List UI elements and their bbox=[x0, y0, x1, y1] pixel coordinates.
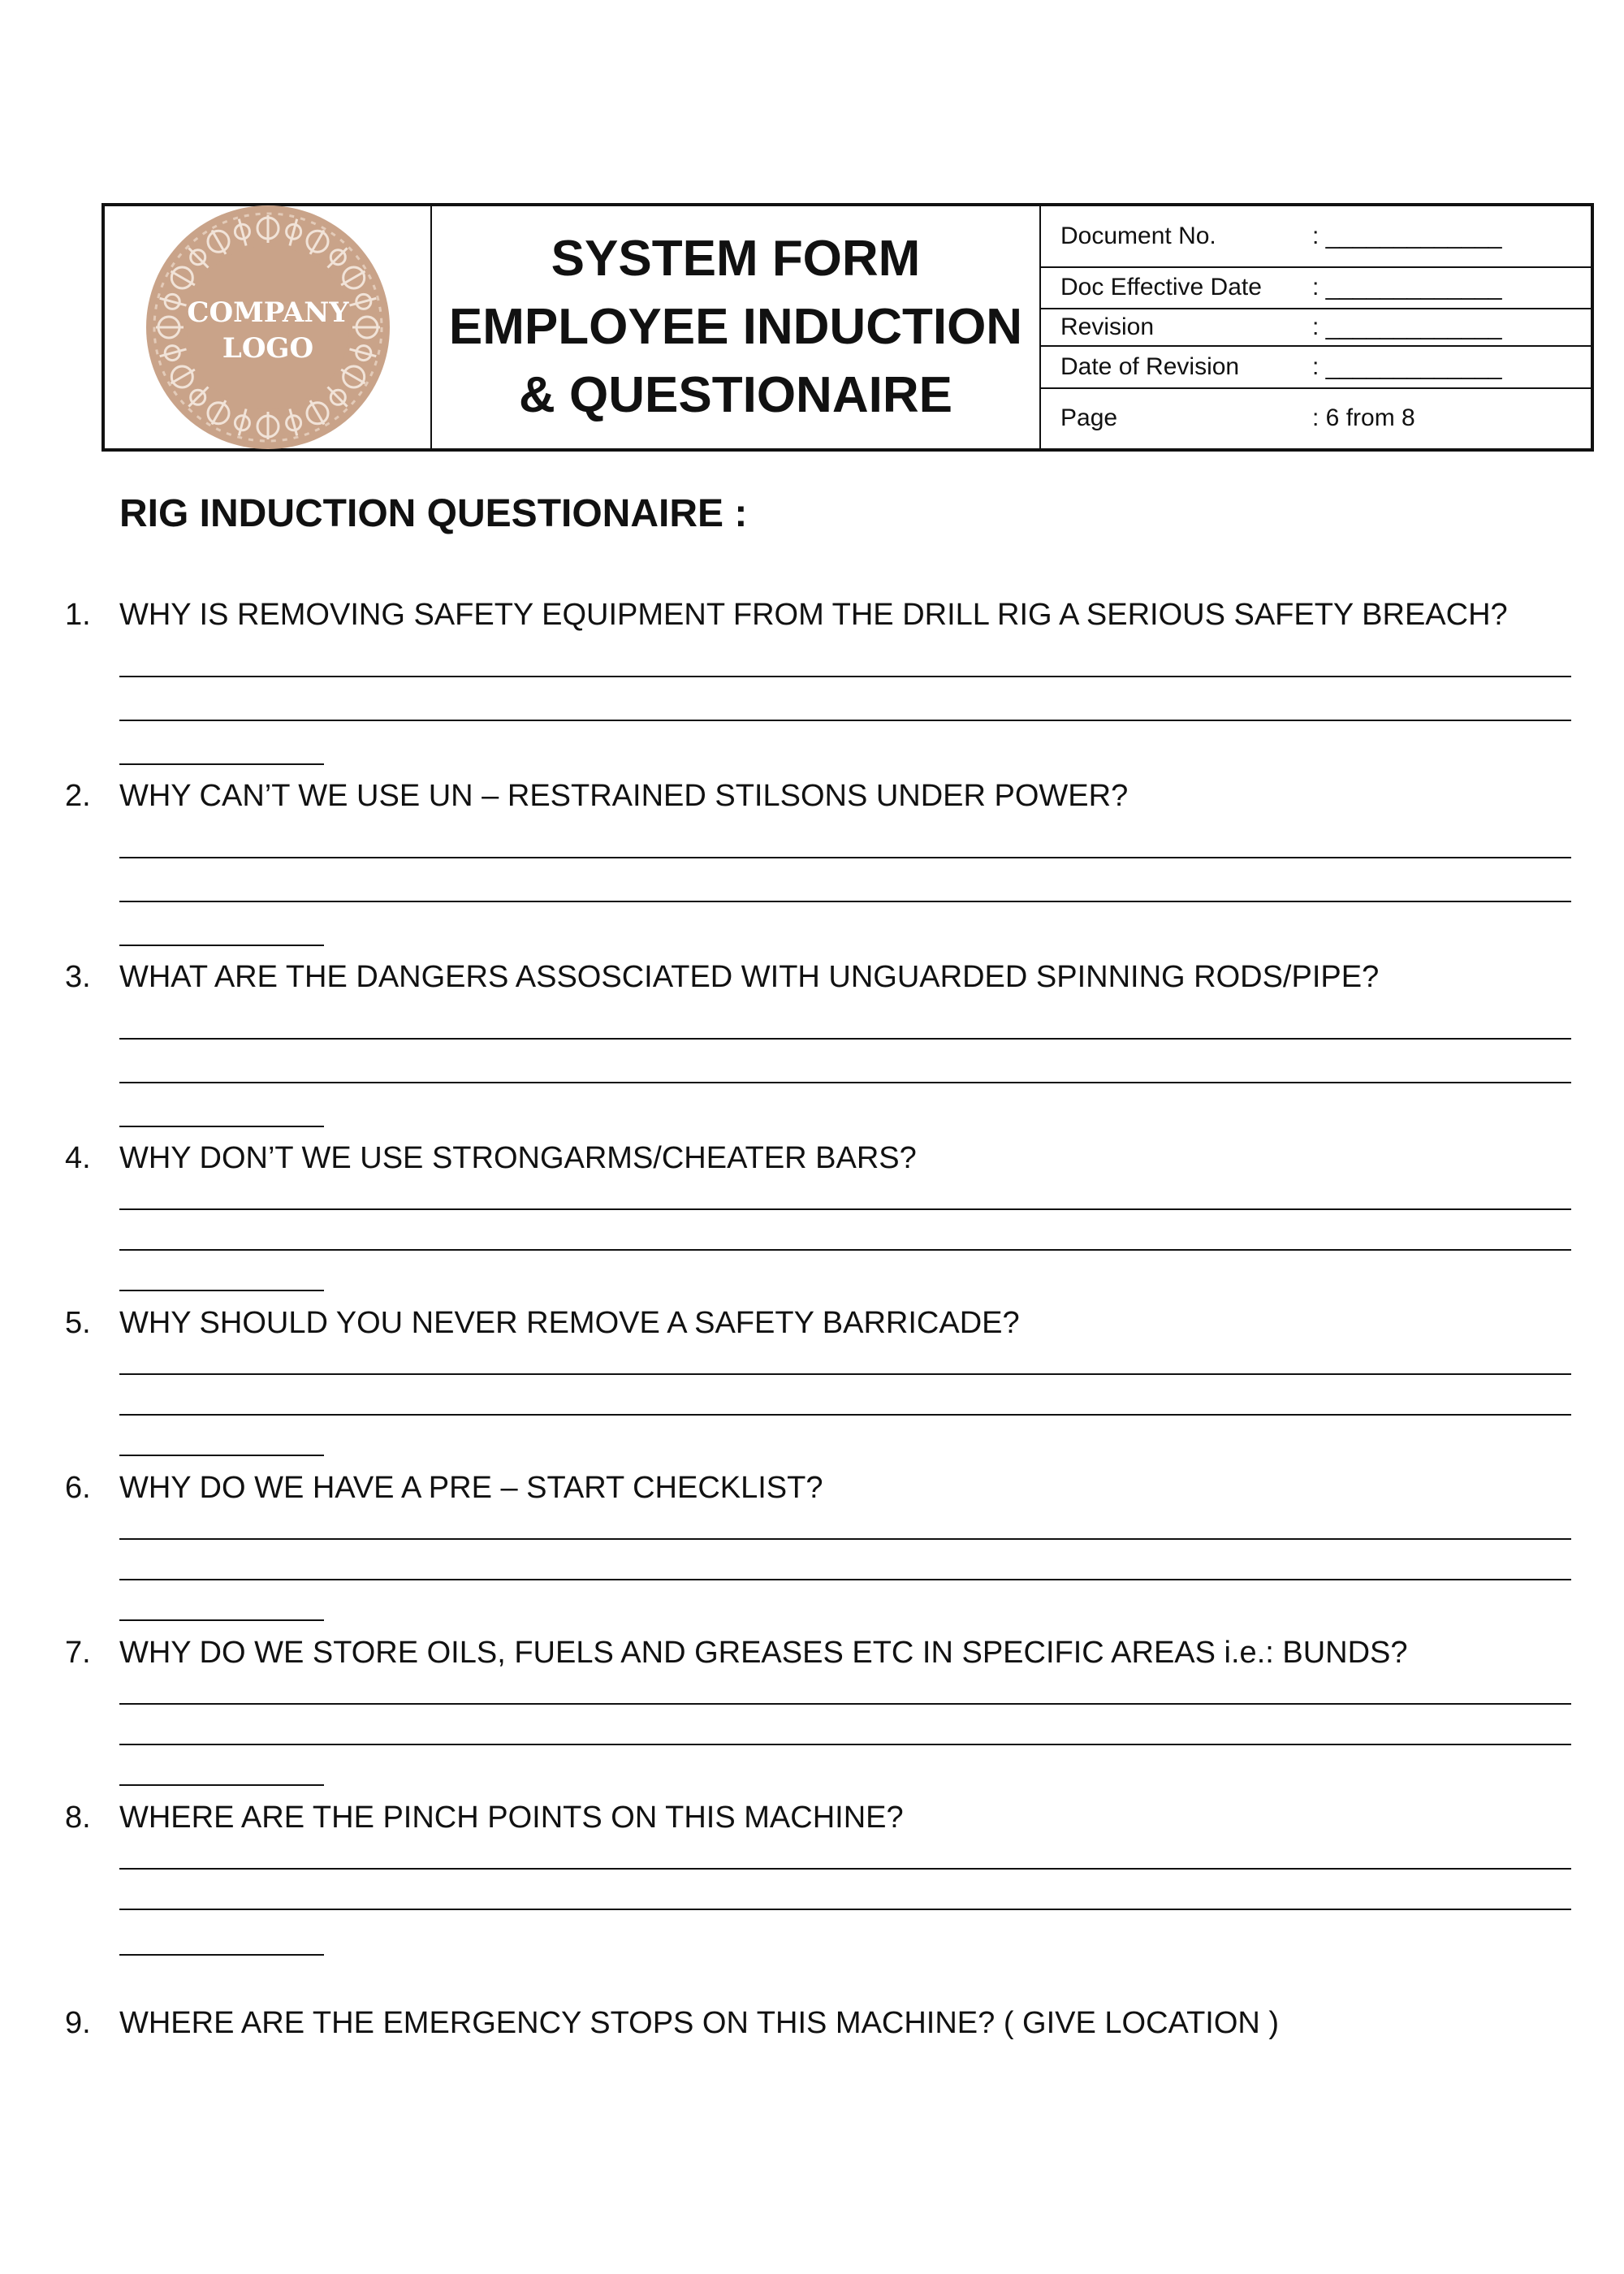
question-number: 4. bbox=[65, 1141, 91, 1175]
question-number: 3. bbox=[65, 960, 91, 994]
question-text: WHAT ARE THE DANGERS ASSOSCIATED WITH UNGUARDED SPINNING RODS/PIPE? bbox=[119, 960, 1380, 994]
meta-row-date-of-revision bbox=[1041, 347, 1591, 389]
answer-line[interactable] bbox=[119, 1784, 324, 1786]
document-header bbox=[102, 203, 1594, 452]
logo-text-line1: COMPANY bbox=[186, 296, 349, 329]
question-number: 8. bbox=[65, 1801, 91, 1835]
question-text: WHY DO WE HAVE A PRE – START CHECKLIST? bbox=[119, 1471, 823, 1505]
question-text: WHY DON’T WE USE STRONGARMS/CHEATER BARS? bbox=[119, 1141, 917, 1175]
meta-value[interactable]: : _____________ bbox=[1312, 352, 1502, 380]
meta-label: Date of Revision bbox=[1060, 352, 1240, 380]
answer-line[interactable] bbox=[119, 1038, 1571, 1040]
meta-label: Doc Effective Date bbox=[1060, 274, 1262, 301]
title-line-1: SYSTEM FORM bbox=[551, 231, 921, 287]
meta-value[interactable]: : _____________ bbox=[1312, 222, 1502, 249]
title-line-2: EMPLOYEE INDUCTION bbox=[448, 299, 1023, 355]
answer-line[interactable] bbox=[119, 676, 1571, 677]
question-text: WHERE ARE THE PINCH POINTS ON THIS MACHINE? bbox=[119, 1801, 904, 1835]
answer-line[interactable] bbox=[119, 1082, 1571, 1083]
answer-line[interactable] bbox=[119, 1455, 324, 1456]
answer-line[interactable] bbox=[119, 1249, 1571, 1251]
answer-line[interactable] bbox=[119, 1208, 1571, 1210]
meta-value[interactable]: : _____________ bbox=[1312, 274, 1502, 301]
question-number: 9. bbox=[65, 2006, 91, 2040]
answer-line[interactable] bbox=[119, 1744, 1571, 1745]
question-number: 2. bbox=[65, 779, 91, 813]
question-text: WHERE ARE THE EMERGENCY STOPS ON THIS MACHINE? ( GIVE LOCATION ) bbox=[119, 2006, 1280, 2040]
answer-line[interactable] bbox=[119, 1538, 1571, 1540]
meta-value: : 6 from 8 bbox=[1312, 404, 1415, 432]
company-logo bbox=[142, 201, 394, 453]
meta-label: Document No. bbox=[1060, 222, 1216, 249]
question-text: WHY SHOULD YOU NEVER REMOVE A SAFETY BARRICADE? bbox=[119, 1306, 1020, 1340]
answer-line[interactable] bbox=[119, 945, 324, 946]
answer-line[interactable] bbox=[119, 1414, 1571, 1416]
answer-line[interactable] bbox=[119, 1703, 1571, 1705]
question-number: 6. bbox=[65, 1471, 91, 1505]
logo-text-line2: LOGO bbox=[222, 332, 313, 365]
answer-line[interactable] bbox=[119, 1619, 324, 1621]
meta-row-page bbox=[1041, 389, 1591, 449]
answer-line[interactable] bbox=[119, 1373, 1571, 1375]
meta-label: Page bbox=[1060, 404, 1118, 432]
logo-cell bbox=[105, 206, 432, 448]
answer-line[interactable] bbox=[119, 720, 1571, 721]
meta-row-effective-date bbox=[1041, 268, 1591, 310]
question-text: WHY IS REMOVING SAFETY EQUIPMENT FROM THE DRILL RIG A SERIOUS SAFETY BREACH? bbox=[119, 598, 1508, 632]
meta-value[interactable]: : _____________ bbox=[1312, 313, 1502, 340]
answer-line[interactable] bbox=[119, 857, 1571, 858]
answer-line[interactable] bbox=[119, 1954, 324, 1956]
meta-row-revision bbox=[1041, 309, 1591, 347]
answer-line[interactable] bbox=[119, 1868, 1571, 1870]
question-text: WHY DO WE STORE OILS, FUELS AND GREASES ETC IN SPECIFIC AREAS i.e.: BUNDS? bbox=[119, 1636, 1408, 1670]
question-number: 1. bbox=[65, 598, 91, 632]
form-title bbox=[432, 206, 1041, 448]
section-title: RIG INDUCTION QUESTIONAIRE : bbox=[119, 492, 748, 535]
question-number: 7. bbox=[65, 1636, 91, 1670]
document-meta bbox=[1041, 206, 1591, 448]
answer-line[interactable] bbox=[119, 1290, 324, 1291]
answer-line[interactable] bbox=[119, 1579, 1571, 1580]
answer-line[interactable] bbox=[119, 1909, 1571, 1910]
question-number: 5. bbox=[65, 1306, 91, 1340]
question-text: WHY CAN’T WE USE UN – RESTRAINED STILSONS UNDER POWER? bbox=[119, 779, 1129, 813]
answer-line[interactable] bbox=[119, 1126, 324, 1127]
title-line-3: & QUESTIONAIRE bbox=[519, 367, 952, 423]
answer-line[interactable] bbox=[119, 763, 324, 765]
meta-row-document-no bbox=[1041, 206, 1591, 268]
answer-line[interactable] bbox=[119, 901, 1571, 902]
meta-label: Revision bbox=[1060, 313, 1155, 340]
